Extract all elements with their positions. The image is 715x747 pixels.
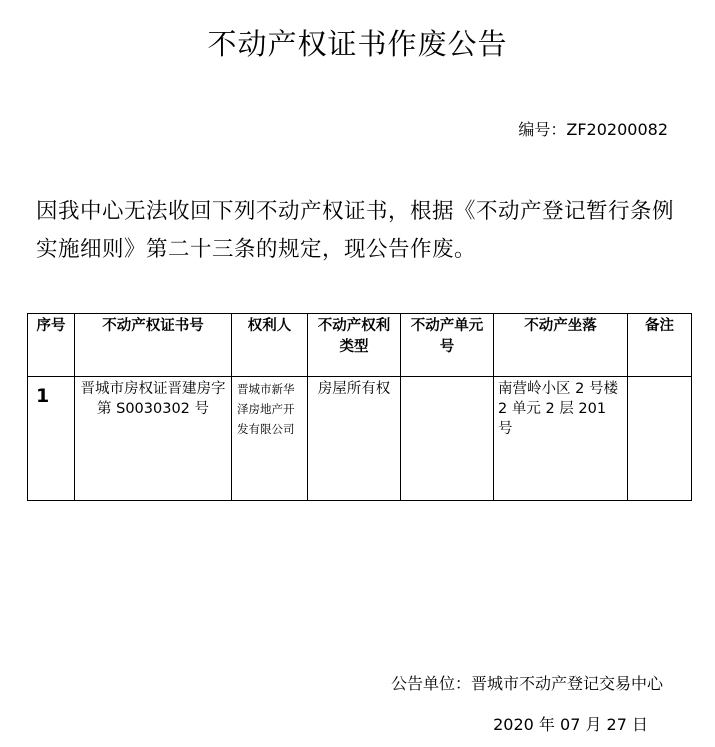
cell-right-type: 房屋所有权 xyxy=(308,377,401,501)
issuing-unit xyxy=(391,671,663,694)
header-unit-no: 不动产单元号 xyxy=(401,314,494,377)
issue-date: 2020 年 07 月 27 日 xyxy=(493,715,648,734)
document-number-value: ZF20200082 xyxy=(566,120,668,139)
document-number-label: 编号： xyxy=(518,120,567,139)
issuing-unit-label: 公告单位： xyxy=(390,674,471,693)
cell-certificate-no: 晋城市房权证晋建房字第 S0030302 号 xyxy=(75,377,232,501)
header-certificate-no: 不动产权证书号 xyxy=(75,314,232,377)
document-number xyxy=(518,117,668,140)
certificate-table xyxy=(27,313,692,501)
announcement-body: 因我中心无法收回下列不动产权证书，根据《不动产登记暂行条例实施细则》第二十三条的规定，现公告作废。 xyxy=(36,199,675,262)
table-header-row xyxy=(28,314,692,377)
header-right-type: 不动产权利类型 xyxy=(308,314,401,377)
header-remark: 备注 xyxy=(628,314,692,377)
header-index: 序号 xyxy=(28,314,75,377)
cell-holder: 晋城市新华泽房地产开发有限公司 xyxy=(232,377,308,501)
cell-unit-no xyxy=(401,377,494,501)
table-row xyxy=(28,377,692,501)
cell-remark xyxy=(628,377,692,501)
cell-location: 南营岭小区 2 号楼 2 单元 2 层 201 号 xyxy=(494,377,628,501)
page-title: 不动产权证书作废公告 xyxy=(207,27,508,61)
issuing-unit-name: 晋城市不动产登记交易中心 xyxy=(470,674,663,693)
header-location: 不动产坐落 xyxy=(494,314,628,377)
cell-index: 1 xyxy=(28,377,75,501)
header-holder: 权利人 xyxy=(232,314,308,377)
